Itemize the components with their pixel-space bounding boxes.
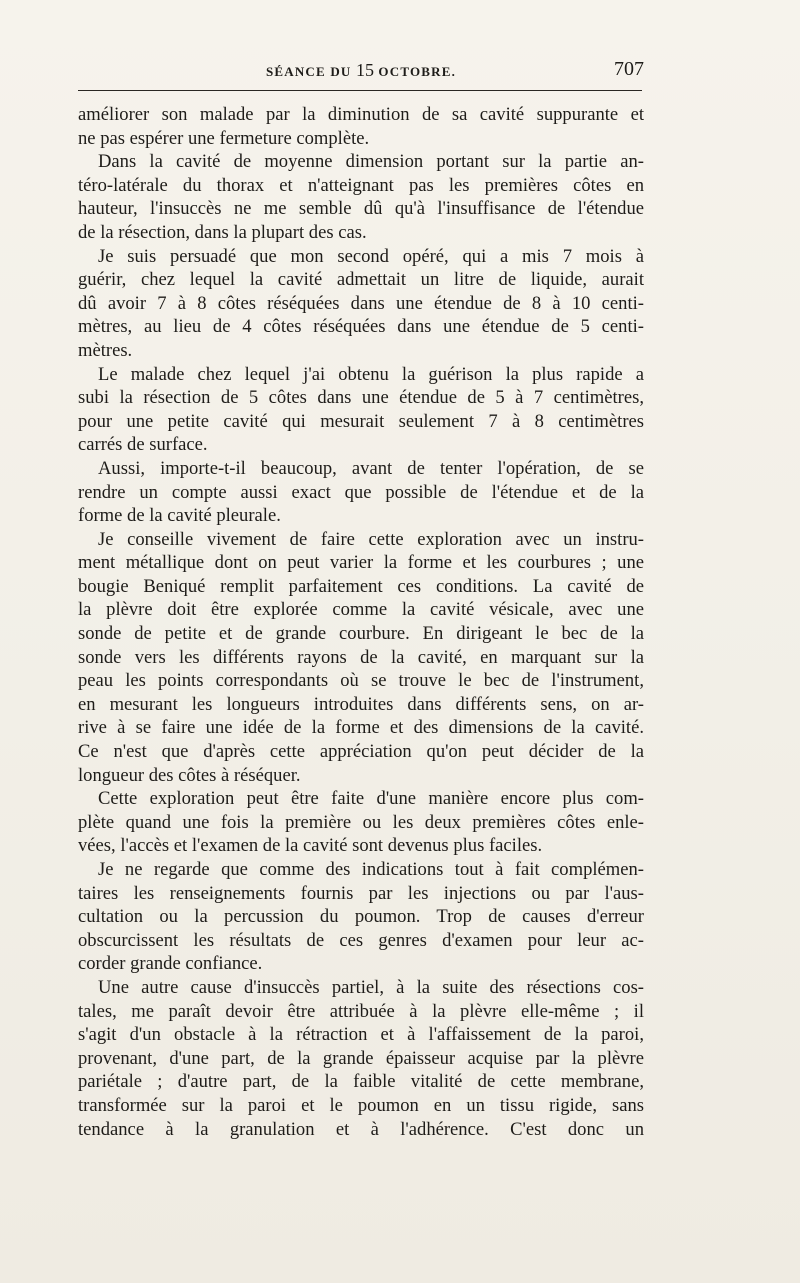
text-line: tendance à la granulation et à l'adhérence. C'est donc un [78,1118,644,1140]
text-line: Aussi, importe-t-il beaucoup, avant de tenter l'opération, de se [98,457,644,479]
page-header [78,58,644,84]
body-text [78,103,644,1141]
text-line: corder grande confiance. [78,953,263,975]
running-head-suffix: OCTOBRE. [373,64,457,79]
text-line: Cette exploration peut être faite d'une manière encore plus com- [98,788,644,810]
text-line: téro-latérale du thorax et n'atteignant pas les premières côtes en [78,174,644,196]
text-line: rendre un compte aussi exact que possible de l'étendue et de la [78,481,644,503]
text-line: hauteur, l'insuccès ne me semble dû qu'à l'insuffisance de l'étendue [78,198,644,220]
text-line: pour une petite cavité qui mesurait seulement 7 à 8 centimètres [78,410,644,432]
text-line: pariétale ; d'autre part, de la faible vitalité de cette membrane, [78,1071,644,1093]
text-line: de la résection, dans la plupart des cas. [78,221,367,243]
text-line: tales, me paraît devoir être attribuée à la plèvre elle-même ; il [78,1000,644,1022]
text-line: provenant, d'une part, de la grande épaisseur acquise par la plèvre [78,1047,644,1069]
text-line: en mesurant les longueurs introduites dans différents sens, on ar- [78,693,644,715]
text-line: subi la résection de 5 côtes dans une étendue de 5 à 7 centimètres, [78,387,644,409]
text-line: Je ne regarde que comme des indications tout à fait complémen- [98,859,644,880]
text-line: ne pas espérer une fermeture complète. [78,127,370,149]
text-line: Le malade chez lequel j'ai obtenu la guérison la plus rapide a [98,363,644,385]
running-head-day: 15 [355,60,374,80]
text-line: Je conseille vivement de faire cette exploration avec un instru- [98,528,644,550]
text-line: forme de la cavité pleurale. [78,505,281,527]
text-line: rive à se faire une idée de la forme et des dimensions de la cavité. [78,717,644,739]
text-line: obscurcissent les résultats de ces genres d'examen pour leur ac- [78,929,644,951]
text-line: la plèvre doit être explorée comme la cavité vésicale, avec une [78,599,644,621]
text-line: ment métallique dont on peut varier la forme et les courbures ; une [78,552,644,574]
text-line: améliorer son malade par la diminution de sa cavité suppurante et [78,104,644,125]
text-line: taires les renseignements fournis par les injections ou par l'aus- [78,882,644,904]
text-line: sonde de petite et de grande courbure. En dirigeant le bec de la [78,623,644,645]
text-line: s'agit d'un obstacle à la rétraction et à l'affaissement de la paroi, [78,1024,644,1046]
text-line: dû avoir 7 à 8 côtes réséquées dans une étendue de 8 à 10 centi- [78,292,644,314]
text-line: Je suis persuadé que mon second opéré, qui a mis 7 mois à [98,245,644,267]
page-number: 707 [614,58,644,80]
text-line: peau les points correspondants où se trouve le bec de l'instrument, [78,670,644,692]
text-line: longueur des côtes à réséquer. [78,764,301,786]
header-rule [78,90,642,91]
text-line: cultation ou la percussion du poumon. Trop de causes d'erreur [78,906,644,928]
text-line: sonde vers les différents rayons de la cavité, en marquant sur la [78,646,644,668]
text-line: vées, l'accès et l'examen de la cavité sont devenus plus faciles. [78,835,543,857]
text-line: Ce n'est que d'après cette appréciation qu'on peut décider de la [78,741,644,763]
text-line: guérir, chez lequel la cavité admettait un litre de liquide, aurait [78,269,644,291]
running-head-prefix: SÉANCE DU [265,64,356,79]
text-line: mètres. [78,339,133,361]
running-head [78,60,644,81]
text-line: Dans la cavité de moyenne dimension portant sur la partie an- [98,151,644,173]
text-line: bougie Beniqué remplit parfaitement ces conditions. La cavité de [78,575,644,597]
text-line: plète quand une fois la première ou les deux premières côtes enle- [78,811,644,833]
text-line: mètres, au lieu de 4 côtes réséquées dans une étendue de 5 centi- [78,316,644,338]
text-line: Une autre cause d'insuccès partiel, à la suite des résections cos- [98,976,644,998]
text-line: carrés de surface. [78,434,208,456]
text-line: transformée sur la paroi et le poumon en un tissu rigide, sans [78,1094,644,1116]
